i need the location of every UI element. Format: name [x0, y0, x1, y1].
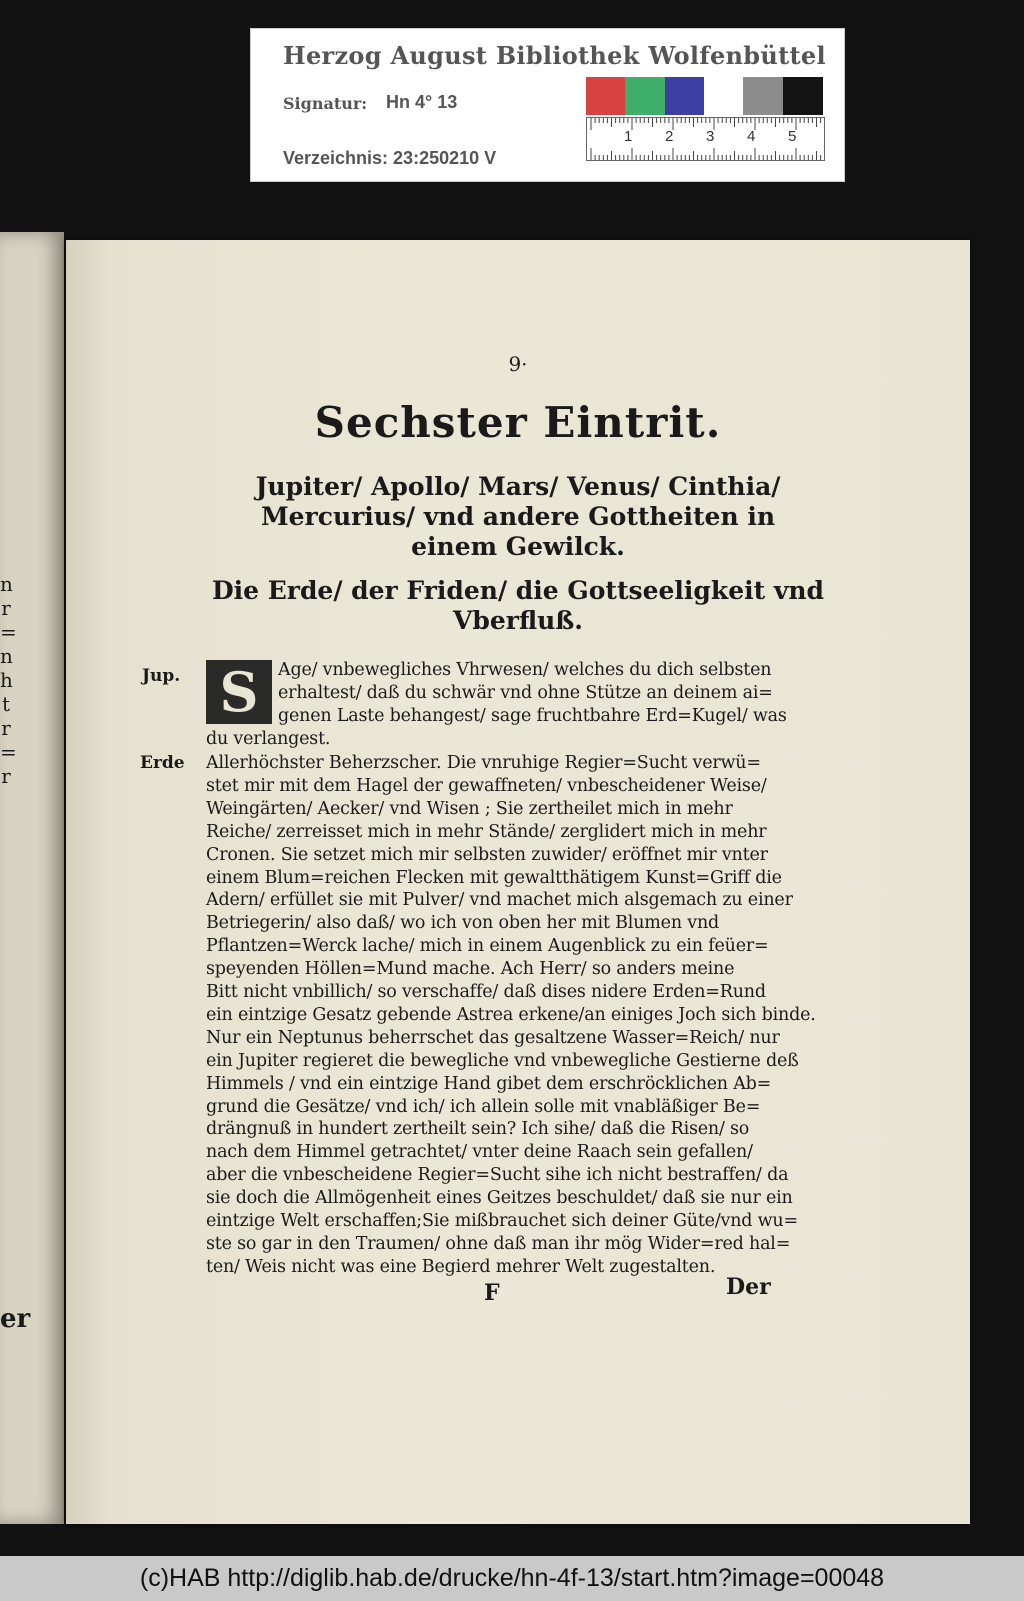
cast-line: Die Erde/ der Friden/ die Gottseeligkeit vnd — [211, 576, 825, 605]
color-swatch — [665, 77, 704, 115]
book-page — [66, 240, 970, 1524]
ruler-number: 2 — [665, 128, 674, 145]
body-line: eintzige Welt erschaffen;Sie mißbrauchet sich deiner Güte/vnd wu= — [206, 1211, 798, 1231]
catchword: Der — [726, 1274, 771, 1300]
speaker-jupiter: Jup. — [142, 666, 181, 686]
left-glyph: h — [0, 668, 13, 692]
left-glyph: n — [0, 644, 13, 668]
signature-mark: F — [484, 1280, 500, 1306]
library-label — [250, 28, 845, 182]
color-chart — [586, 77, 823, 115]
verzeichnis: Verzeichnis: 23:250210 V — [283, 148, 497, 168]
body-line: sie doch die Allmögenheit eines Geitzes beschuldet/ daß sie nur ein — [206, 1188, 793, 1209]
body-line: genen Laste behangest/ sage fruchtbahre Erd=Kugel/ was — [278, 706, 787, 726]
color-swatch — [586, 77, 625, 115]
cast-line: Jupiter/ Apollo/ Mars/ Venus/ Cinthia/ — [255, 472, 781, 501]
copyright-caption: (c)HAB http://diglib.hab.de/drucke/hn-4f-13/start.htm?image=00048 — [139, 1564, 885, 1592]
body-line: Weingärten/ Aecker/ vnd Wisen ; Sie zertheilet mich in mehr — [206, 798, 733, 819]
cast-line: Vberfluß. — [452, 606, 583, 635]
left-glyph: = — [0, 740, 17, 764]
measurement-ruler — [586, 117, 825, 161]
body-line: drängnuß in hundert zertheilt sein? Ich sihe/ daß die Risen/ so — [206, 1119, 750, 1140]
color-swatch — [783, 77, 823, 115]
body-line: stet mir mit dem Hagel der gewaffneten/ vnbescheidener Weise/ — [206, 775, 767, 796]
signatur-label: Signatur: — [283, 94, 368, 113]
body-line: ein Jupiter regieret die bewegliche vnd vnbewegliche Gestierne deß — [206, 1050, 799, 1071]
body-line: ten/ Weis nicht was eine Begierd mehrer Welt zugestalten. — [206, 1256, 716, 1277]
body-line: Allerhöchster Beherzscher. Die vnruhige Regier=Sucht verwü= — [206, 753, 761, 773]
body-line: grund die Gesätze/ vnd ich/ ich allein solle mit vnabläßiger Be= — [206, 1096, 761, 1117]
cast-line: Mercurius/ vnd andere Gottheiten in — [260, 502, 776, 531]
speaker-erde: Erde — [140, 753, 185, 773]
color-swatch — [625, 77, 664, 115]
body-line: du verlangest. — [206, 729, 331, 749]
body-line: Age/ vnbewegliches Vhrwesen/ welches du dich selbsten — [278, 660, 772, 680]
left-glyph: r — [1, 716, 11, 740]
body-line: speyenden Höllen=Mund mache. Ach Herr/ so anders meine — [206, 959, 735, 980]
body-line: ein eintzige Gesatz gebende Astrea erkene/an einiges Joch sich binde. — [206, 1004, 816, 1025]
ruler-number: 3 — [706, 128, 715, 145]
left-glyph: t — [1, 692, 11, 716]
drop-capital: S — [206, 660, 272, 724]
left-glyph: r — [1, 596, 11, 620]
body-line: Adern/ erfüllet sie mit Pulver/ vnd machet mich alsgemach zu einer — [206, 890, 793, 911]
body-line: Pflantzen=Werck lache/ mich in einem Augenblick zu ein feüer= — [206, 936, 769, 957]
page-number: 9· — [508, 352, 528, 376]
body-line: nach dem Himmel getrachtet/ vnter deine Raach sein gefallen/ — [206, 1142, 753, 1163]
left-glyph: n — [0, 572, 13, 596]
body-line: erhaltest/ daß du schwär vnd ohne Stütze an deinem ai= — [278, 683, 773, 703]
color-swatch — [704, 77, 743, 115]
body-line: Reiche/ zerreisset mich in mehr Stände/ zerglidert mich in mehr — [206, 821, 767, 842]
left-catchword: er — [0, 1304, 31, 1334]
cast-line: einem Gewilck. — [411, 532, 625, 561]
left-glyph: = — [0, 620, 17, 644]
body-line: aber die vnbescheidene Regier=Sucht sihe ich nicht bestraffen/ da — [206, 1165, 789, 1186]
body-line: ste so gar in den Traumen/ ohne daß man ihr mög Wider=red hal= — [206, 1233, 791, 1254]
body-line: Nur ein Neptunus beherrschet das gesaltzene Wasser=Reich/ nur — [206, 1027, 780, 1048]
body-line: Cronen. Sie setzet mich mir selbsten zuwider/ eröffnet mir vnter — [206, 844, 768, 865]
left-page-edge — [0, 232, 64, 1524]
ruler-number: 5 — [788, 128, 797, 145]
ruler-number: 1 — [624, 128, 633, 145]
body-line: Betriegerin/ also daß/ wo ich von oben her mit Blumen vnd — [206, 913, 720, 934]
library-name: Herzog August Bibliothek Wolfenbüttel — [283, 41, 826, 70]
ruler-number: 4 — [747, 128, 756, 145]
page-title: Sechster Eintrit. — [314, 398, 722, 447]
color-swatch — [743, 77, 782, 115]
body-line: Bitt nicht vnbillich/ so verschaffe/ daß dises nidere Erden=Rund — [206, 982, 766, 1002]
signatur-value: Hn 4° 13 — [386, 92, 458, 112]
body-line: einem Blum=reichen Flecken mit gewaltthätigem Kunst=Griff die — [206, 867, 782, 888]
left-glyph: r — [1, 764, 11, 788]
left-margin-glyphs — [0, 572, 17, 788]
caption-bar — [0, 1556, 1024, 1601]
body-line: Himmels / vnd ein eintzige Hand gibet dem erschröcklichen Ab= — [206, 1073, 772, 1094]
